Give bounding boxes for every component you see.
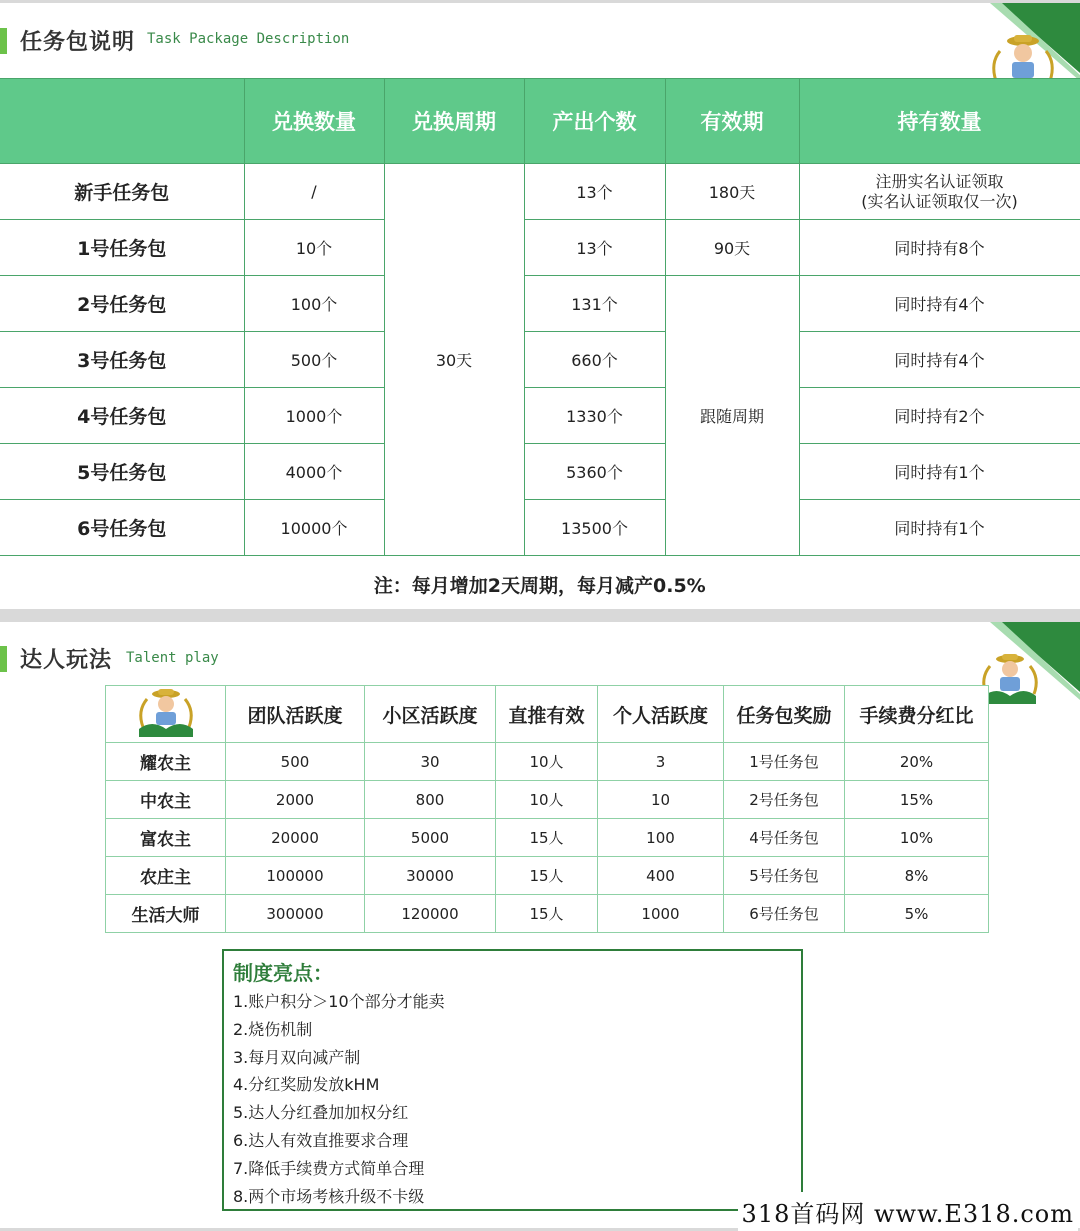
output-count: 5360个	[524, 444, 665, 500]
column-header: 兑换周期	[384, 79, 524, 164]
table-row	[0, 276, 1080, 332]
table-header-row	[106, 686, 989, 743]
package-name: 1号任务包	[0, 220, 244, 276]
header-accent-bar	[0, 646, 7, 672]
level-name: 中农主	[106, 781, 226, 819]
hold-qty: 同时持有8个	[799, 220, 1080, 276]
talent-level-table	[105, 685, 989, 933]
table-row	[106, 895, 989, 933]
highlights-box	[222, 949, 803, 1211]
list-item: 5.达人分红叠加加权分红	[233, 1103, 409, 1123]
exchange-cycle-merged: 30天	[384, 164, 524, 556]
direct-valid: 15人	[496, 819, 598, 857]
table-row	[0, 220, 1080, 276]
list-item: 4.分红奖励发放kHM	[233, 1075, 380, 1095]
farmer-logo-icon	[133, 687, 199, 737]
validity: 90天	[665, 220, 799, 276]
table-row	[0, 332, 1080, 388]
list-item: 3.每月双向减产制	[233, 1047, 361, 1067]
header-logo-cell	[106, 686, 226, 743]
output-count: 13个	[524, 220, 665, 276]
team-activity: 300000	[226, 895, 365, 933]
highlights-list	[233, 988, 445, 1210]
package-reward: 2号任务包	[724, 781, 845, 819]
list-item: 7.降低手续费方式简单合理	[233, 1158, 425, 1178]
hold-qty: 同时持有1个	[799, 444, 1080, 500]
hold-qty: 同时持有2个	[799, 388, 1080, 444]
column-header: 任务包奖励	[724, 686, 845, 743]
list-item: 6.达人有效直推要求合理	[233, 1130, 409, 1150]
hold-line-2: (实名认证领取仅一次)	[861, 191, 1018, 211]
exchange-qty: 10个	[244, 220, 384, 276]
column-header: 持有数量	[799, 79, 1080, 164]
team-activity: 20000	[226, 819, 365, 857]
output-count: 131个	[524, 276, 665, 332]
highlights-title: 制度亮点：	[233, 961, 333, 985]
area-activity: 30000	[365, 857, 496, 895]
hold-qty: 同时持有4个	[799, 332, 1080, 388]
team-activity: 100000	[226, 857, 365, 895]
validity-merged: 跟随周期	[665, 276, 799, 556]
direct-valid: 15人	[496, 895, 598, 933]
package-reward: 5号任务包	[724, 857, 845, 895]
package-name: 3号任务包	[0, 332, 244, 388]
direct-valid: 15人	[496, 857, 598, 895]
slide-task-package	[0, 3, 1080, 609]
exchange-qty: 1000个	[244, 388, 384, 444]
level-name: 耀农主	[106, 743, 226, 781]
fee-share: 8%	[845, 857, 989, 895]
fee-share: 15%	[845, 781, 989, 819]
table-row	[106, 857, 989, 895]
section-subtitle: Talent play	[126, 650, 219, 666]
table-row	[0, 444, 1080, 500]
personal-activity: 100	[598, 819, 724, 857]
personal-activity: 400	[598, 857, 724, 895]
hold-qty: 同时持有4个	[799, 276, 1080, 332]
list-item: 1.账户积分＞10个部分才能卖	[233, 992, 445, 1011]
personal-activity: 3	[598, 743, 724, 781]
header-accent-bar	[0, 28, 7, 54]
hold-qty: 同时持有1个	[799, 500, 1080, 556]
personal-activity: 1000	[598, 895, 724, 933]
table-row	[0, 500, 1080, 556]
hold-qty	[799, 164, 1080, 220]
section-header	[0, 622, 1080, 694]
column-header: 有效期	[665, 79, 799, 164]
task-package-table	[0, 78, 1080, 609]
package-reward: 4号任务包	[724, 819, 845, 857]
table-row	[0, 388, 1080, 444]
column-header: 兑换数量	[244, 79, 384, 164]
package-reward: 1号任务包	[724, 743, 845, 781]
column-header: 手续费分红比	[845, 686, 989, 743]
exchange-qty: 10000个	[244, 500, 384, 556]
list-item: 8.两个市场考核升级不卡级	[233, 1186, 425, 1206]
package-name: 5号任务包	[0, 444, 244, 500]
section-title: 任务包说明	[20, 30, 136, 55]
column-header: 直推有效	[496, 686, 598, 743]
fee-share: 5%	[845, 895, 989, 933]
team-activity: 500	[226, 743, 365, 781]
table-header-row	[0, 79, 1080, 164]
fee-share: 10%	[845, 819, 989, 857]
note-row	[0, 556, 1080, 610]
area-activity: 30	[365, 743, 496, 781]
validity: 180天	[665, 164, 799, 220]
column-header: 产出个数	[524, 79, 665, 164]
column-header: 个人活跃度	[598, 686, 724, 743]
slide-talent-play	[0, 622, 1080, 1228]
personal-activity: 10	[598, 781, 724, 819]
column-header: 团队活跃度	[226, 686, 365, 743]
team-activity: 2000	[226, 781, 365, 819]
column-header: 小区活跃度	[365, 686, 496, 743]
exchange-qty: 500个	[244, 332, 384, 388]
exchange-qty: 100个	[244, 276, 384, 332]
list-item: 2.烧伤机制	[233, 1019, 313, 1039]
table-row	[106, 743, 989, 781]
direct-valid: 10人	[496, 781, 598, 819]
level-name: 生活大师	[106, 895, 226, 933]
hold-line-1: 注册实名认证领取	[875, 171, 1004, 191]
watermark-text: 318首码网 www.E318.com	[738, 1192, 1078, 1231]
package-name: 4号任务包	[0, 388, 244, 444]
level-name: 富农主	[106, 819, 226, 857]
fee-share: 20%	[845, 743, 989, 781]
package-reward: 6号任务包	[724, 895, 845, 933]
table-row	[106, 819, 989, 857]
output-count: 13500个	[524, 500, 665, 556]
exchange-qty: /	[244, 164, 384, 220]
column-header	[0, 79, 244, 164]
table-note: 注：每月增加2天周期，每月减产0.5%	[0, 556, 1080, 610]
package-name: 2号任务包	[0, 276, 244, 332]
output-count: 1330个	[524, 388, 665, 444]
area-activity: 800	[365, 781, 496, 819]
section-subtitle: Task Package Description	[147, 31, 350, 47]
package-name: 新手任务包	[0, 164, 244, 220]
direct-valid: 10人	[496, 743, 598, 781]
section-header	[0, 3, 1080, 75]
level-name: 农庄主	[106, 857, 226, 895]
table-row	[106, 781, 989, 819]
area-activity: 5000	[365, 819, 496, 857]
exchange-qty: 4000个	[244, 444, 384, 500]
output-count: 660个	[524, 332, 665, 388]
section-title: 达人玩法	[20, 648, 113, 673]
output-count: 13个	[524, 164, 665, 220]
area-activity: 120000	[365, 895, 496, 933]
table-row	[0, 164, 1080, 220]
package-name: 6号任务包	[0, 500, 244, 556]
